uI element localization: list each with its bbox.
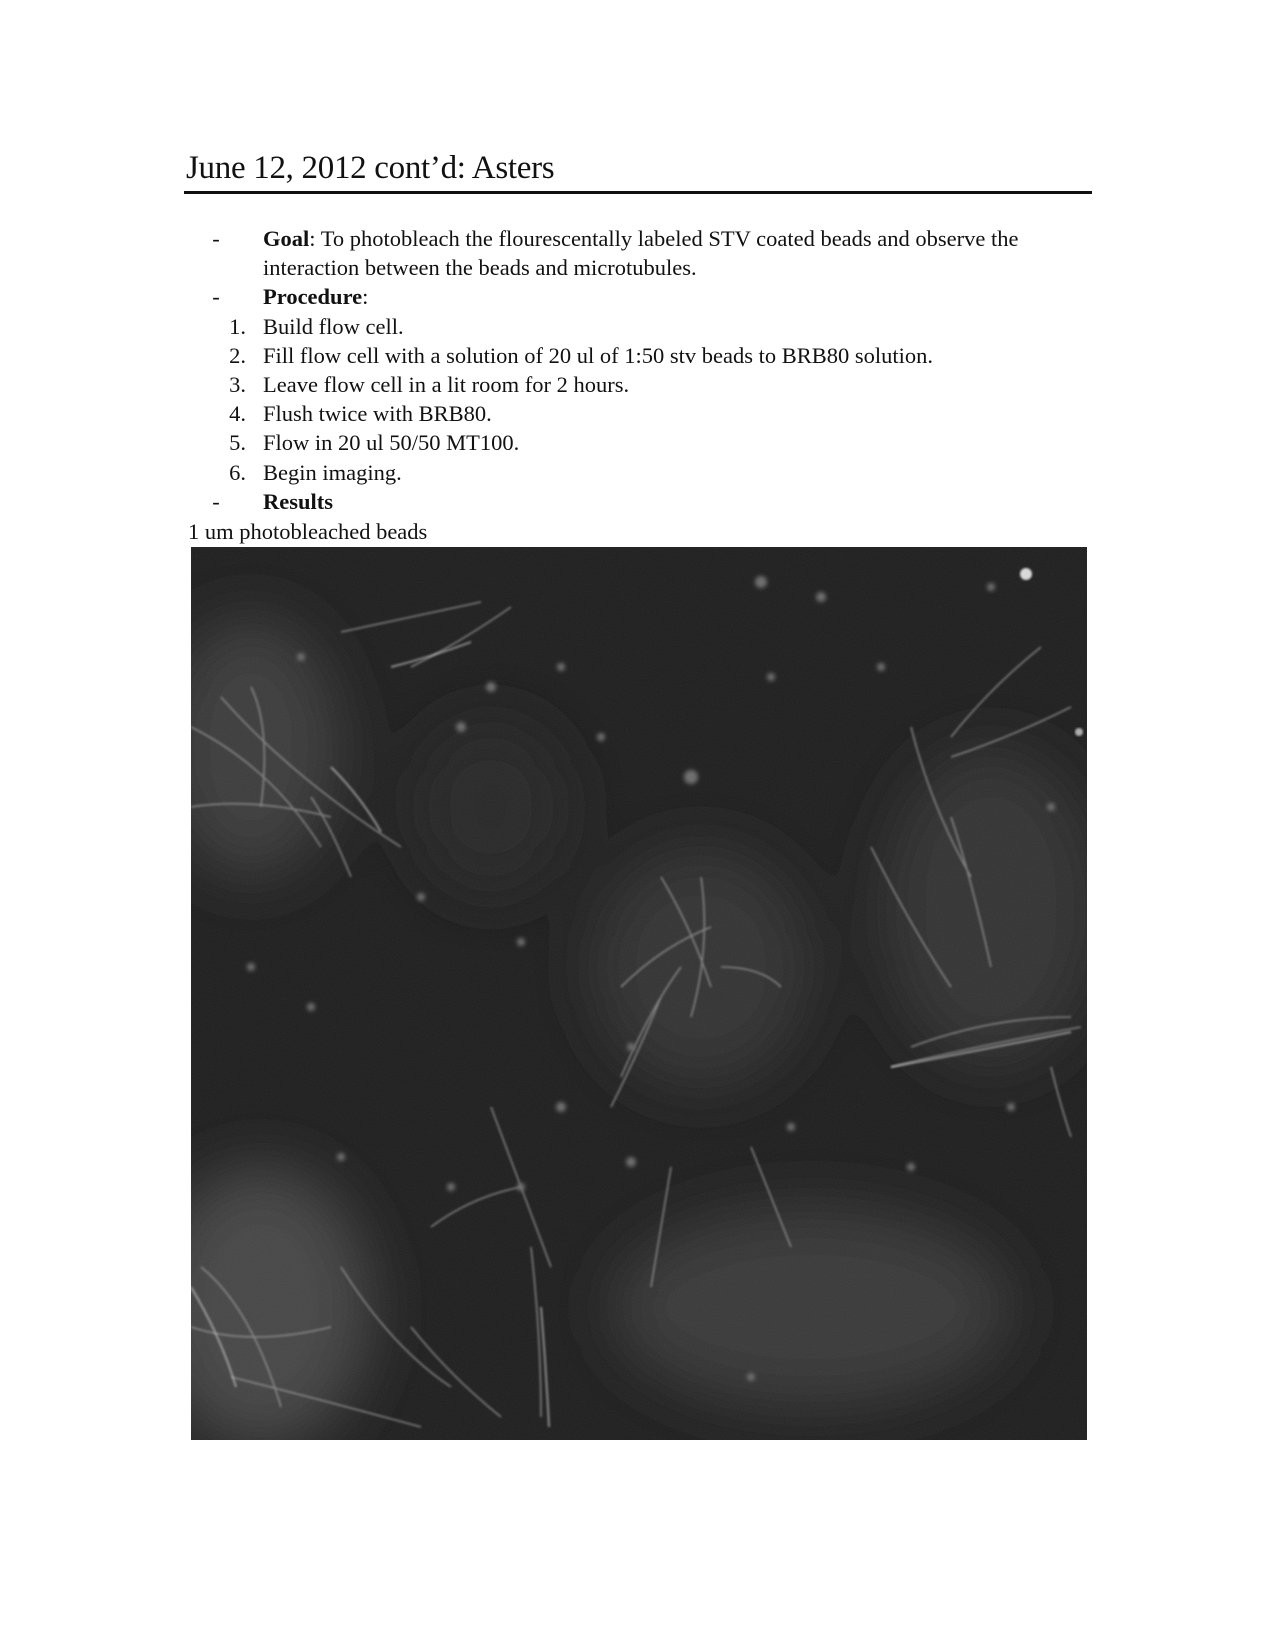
procedure-step (186, 458, 1086, 487)
image-noise (191, 547, 1087, 1440)
procedure-label: Procedure (263, 284, 363, 310)
procedure-step (186, 428, 1086, 457)
procedure-step (186, 341, 1086, 370)
step-number: 5. (229, 430, 246, 456)
procedure-step (186, 399, 1086, 428)
bullet-dash: - (212, 284, 220, 310)
step-text: Leave flow cell in a lit room for 2 hours. (263, 372, 630, 398)
goal-label: Goal (263, 226, 310, 251)
procedure-colon: : (362, 284, 369, 310)
microscopy-image (191, 547, 1087, 1440)
title-underline (184, 191, 1092, 194)
page-title: June 12, 2012 cont’d: Asters (186, 150, 555, 186)
goal-text: : To photobleach the flourescentally labeled STV coated beads and observe the interaction between the beads and microtubules. (263, 226, 1019, 281)
procedure-step (186, 370, 1086, 399)
step-text: Begin imaging. (263, 459, 402, 485)
results-label: Results (263, 488, 334, 514)
notes-list (186, 224, 1086, 516)
results-item (186, 487, 1086, 516)
goal-item (186, 224, 1086, 282)
step-number: 3. (229, 372, 246, 398)
procedure-item (186, 282, 1086, 311)
bullet-dash: - (212, 226, 220, 251)
step-text: Flow in 20 ul 50/50 MT100. (263, 430, 520, 456)
figure-caption: 1 um photobleached beads (188, 519, 428, 544)
step-number: 1. (229, 313, 246, 339)
step-number: 4. (229, 401, 246, 427)
step-text: Fill flow cell with a solution of 20 ul of 1:50 stv beads to BRB80 solution. (263, 342, 933, 368)
bullet-dash: - (212, 488, 220, 514)
microtubule-micrograph (191, 547, 1087, 1440)
step-text: Build flow cell. (263, 313, 404, 339)
step-number: 2. (229, 342, 246, 368)
procedure-step (186, 312, 1086, 341)
step-number: 6. (229, 459, 246, 485)
step-text: Flush twice with BRB80. (263, 401, 492, 427)
